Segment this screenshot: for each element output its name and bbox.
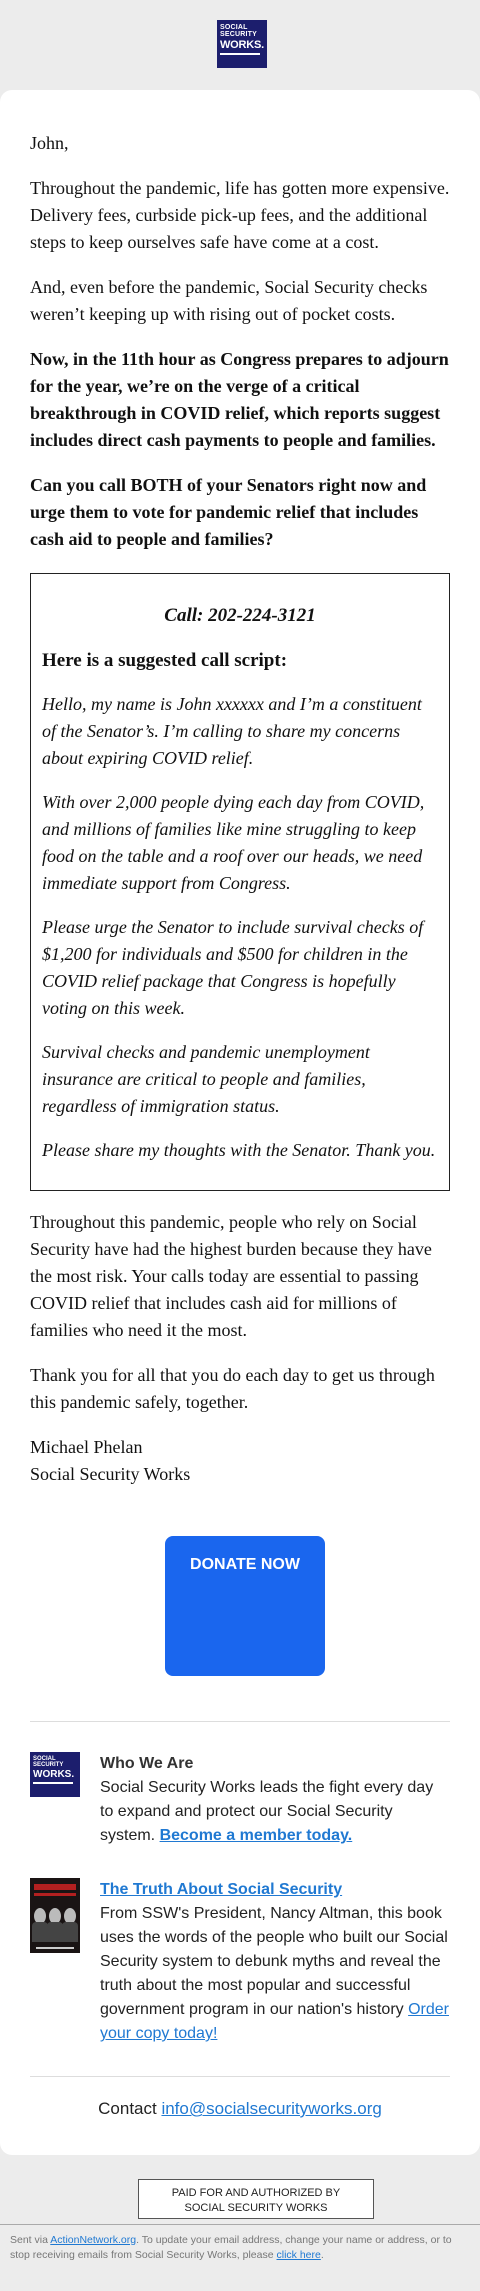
logo-line-1: SOCIAL: [220, 24, 248, 31]
who-we-are-block: [30, 1752, 450, 1848]
ssw-small-logo[interactable]: [30, 1752, 80, 1797]
contact-line: [30, 2099, 450, 2119]
logo-underline: [220, 53, 260, 55]
unsubscribe-link[interactable]: click here: [276, 2249, 321, 2261]
book-cover-author: [36, 1947, 74, 1949]
book-thumb: [30, 1878, 80, 2046]
paragraph-1: Throughout the pandemic, life has gotten more expensive. Delivery fees, curbside pick-up fees, and the additional steps to keep ourselves safe have come at a cost.: [30, 178, 450, 252]
divider: [30, 1721, 450, 1722]
footer: [0, 2224, 480, 2263]
footer-middle: . To update your email address, change your name or address, or to stop receiving emails from Social Security Works, please: [10, 2234, 452, 2261]
book-block: [30, 1878, 450, 2046]
donate-button[interactable]: DONATE NOW: [165, 1536, 325, 1676]
paragraph-2: And, even before the pandemic, Social Security checks weren’t keeping up with rising out of pocket costs.: [30, 277, 428, 324]
book-cover-title-band: [34, 1884, 76, 1890]
closing-paragraph-2: Thank you for all that you do each day to get us through this pandemic safely, together.: [30, 1365, 435, 1412]
book-cover-image[interactable]: [30, 1878, 80, 1953]
greeting: John,: [30, 133, 69, 153]
who-we-are-text: [100, 1752, 450, 1848]
book-cover-body-2: [47, 1922, 63, 1942]
action-network-link[interactable]: ActionNetwork.org: [50, 2234, 137, 2246]
script-line-1: Hello, my name is John xxxxxx and I’m a constituent of the Senator’s. I’m calling to share my concerns about expiring COVID relief.: [42, 694, 422, 768]
logo-line-2: SECURITY: [220, 31, 257, 38]
signature: [30, 1434, 450, 1488]
call-to-action: Can you call BOTH of your Senators right now and urge them to vote for pandemic relief that includes cash aid to people and families?: [30, 475, 427, 549]
signature-org: Social Security Works: [30, 1464, 191, 1484]
script-line-2: With over 2,000 people dying each day from COVID, and millions of families like mine struggling to keep food on the table and a roof over our heads, we need immediate support from Congress.: [42, 792, 425, 893]
who-we-are-body: Social Security Works leads the fight every day to expand and protect our Social Security system.: [100, 1779, 434, 1844]
book-text: [100, 1878, 450, 2046]
footer-suffix: .: [320, 2249, 324, 2261]
book-cover-title-band-2: [34, 1893, 76, 1896]
become-member-link[interactable]: Become a member today.: [159, 1827, 353, 1844]
book-body: From SSW's President, Nancy Altman, this book uses the words of the people who built our Social Security system to debunk myths and reveal the truth about the most popular and successful government program in our nation's history: [100, 1905, 448, 2018]
header: [0, 0, 480, 90]
ssw-logo[interactable]: [217, 20, 267, 68]
logo-line-3: WORKS.: [220, 39, 265, 51]
closing-paragraph-1: Throughout this pandemic, people who rely on Social Security have had the highest burden because they have the most risk. Your calls today are essential to passing COVID relief that includes cash aid for millions of families who need it the most.: [30, 1212, 432, 1340]
signature-name: Michael Phelan: [30, 1437, 143, 1457]
script-line-4: Survival checks and pandemic unemployment insurance are critical to people and families, regardless of immigration status.: [42, 1042, 370, 1116]
script-line-3: Please urge the Senator to include survival checks of $1,200 for individuals and $500 for children in the COVID relief package that Congress is hopefully voting on this week.: [42, 917, 424, 1018]
paid-for-notice: [138, 2179, 374, 2219]
call-number: Call: 202-224-3121: [164, 605, 316, 626]
footer-prefix: Sent via: [10, 2234, 51, 2246]
who-we-are-thumb: [30, 1752, 80, 1848]
divider-2: [30, 2076, 450, 2077]
small-logo-line-1: SOCIAL: [33, 1756, 56, 1762]
small-logo-line-2: SECURITY: [33, 1762, 64, 1768]
contact-label: Contact: [98, 2099, 162, 2118]
book-cover-body-3: [62, 1922, 78, 1942]
call-script-box: [30, 573, 450, 1191]
paid-line-1: PAID FOR AND AUTHORIZED BY: [171, 2187, 341, 2199]
who-we-are-heading: Who We Are: [100, 1755, 194, 1772]
book-cover-body-1: [32, 1922, 48, 1942]
small-logo-line-3: WORKS.: [33, 1769, 75, 1780]
paid-line-2: SOCIAL SECURITY WORKS: [184, 2202, 328, 2214]
paragraph-3: Now, in the 11th hour as Congress prepares to adjourn for the year, we’re on the verge of a critical breakthrough in COVID relief, which reports suggest includes direct cash payments to people and families.: [30, 349, 449, 450]
email-card: [0, 90, 480, 2155]
order-copy-link[interactable]: Order your copy today!: [100, 2001, 449, 2042]
script-heading: Here is a suggested call script:: [42, 650, 288, 671]
donate-section: [30, 1536, 450, 1676]
small-logo-underline: [33, 1782, 73, 1784]
contact-email-link[interactable]: info@socialsecurityworks.org: [161, 2099, 382, 2118]
book-title-link[interactable]: The Truth About Social Security: [100, 1881, 343, 1898]
script-line-5: Please share my thoughts with the Senator. Thank you.: [42, 1140, 436, 1160]
